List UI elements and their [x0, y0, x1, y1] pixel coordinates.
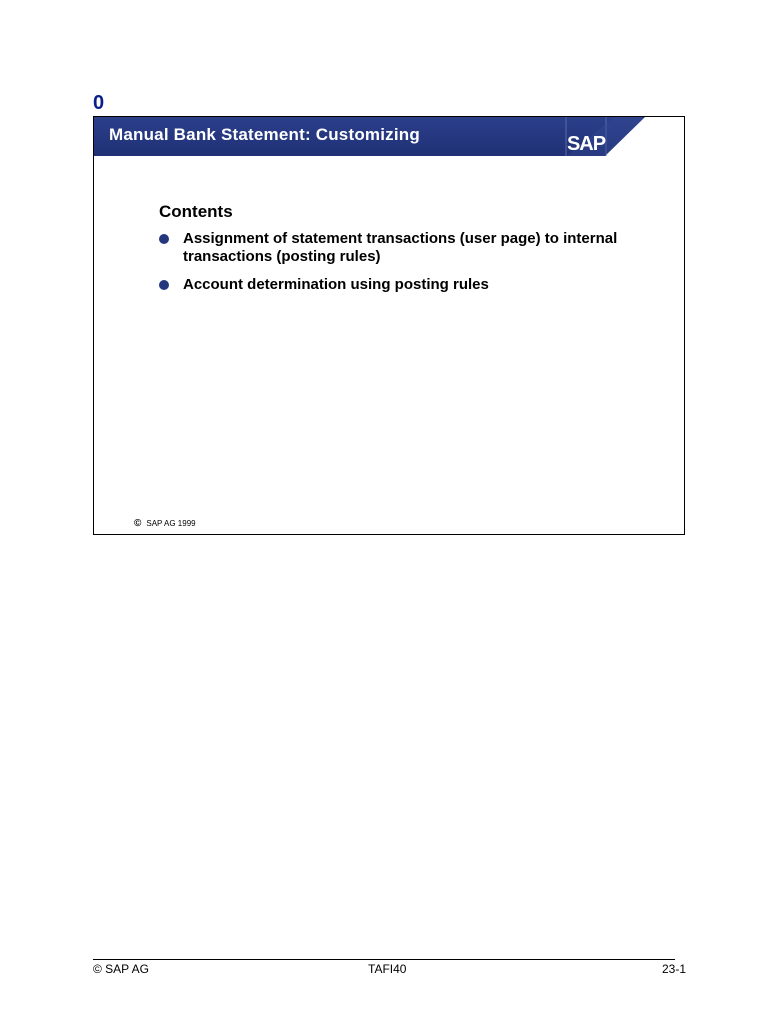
sap-logo: SAP [566, 133, 606, 155]
slide-title: Manual Bank Statement: Customizing [109, 125, 420, 144]
bullet-text: Assignment of statement transactions (user page) to internal transactions (posting rules) [183, 230, 618, 265]
bullet-icon [159, 234, 169, 244]
copyright-icon: © [134, 518, 142, 529]
copyright-text: SAP AG 1999 [146, 519, 196, 528]
contents-heading: Contents [159, 202, 233, 221]
title-bar [94, 117, 684, 156]
slide-copyright [134, 518, 196, 529]
footer-course-code: TAFI40 [368, 962, 407, 976]
bullet-text: Account determination using posting rules [183, 276, 489, 293]
footer-copyright: © SAP AG [93, 962, 149, 976]
bullet-icon [159, 280, 169, 290]
footer-divider [93, 959, 675, 960]
list-item [159, 276, 629, 294]
list-item [159, 230, 629, 266]
bullet-list [159, 230, 629, 294]
slide [93, 116, 685, 535]
footer-page-number: 23-1 [661, 962, 686, 976]
page-number: 0 [93, 92, 105, 114]
contents-section [159, 202, 629, 304]
